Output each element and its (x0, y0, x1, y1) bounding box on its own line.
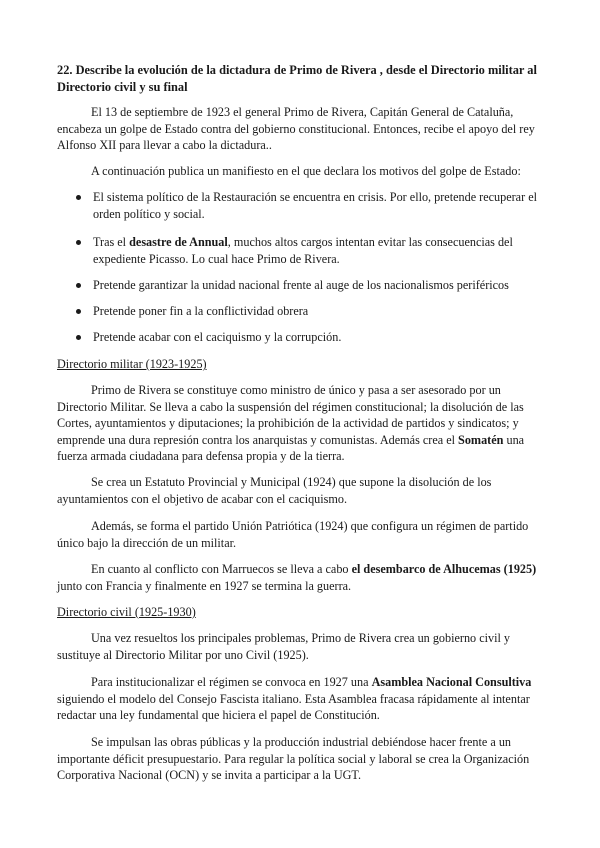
section-heading-militar: Directorio militar (1923-1925) (57, 357, 207, 371)
militar-paragraph-1-text-a: Primo de Rivera se constituye como ministro de único y pasa a ser asesorado por un Directorio Militar. Se lleva a cabo la suspensión del régimen constitucional; la disolución de las Cortes, ayuntamientos y diputaciones; la prohibición de la actividad de partidos y sindicatos; y emprende una dura represión contra los anarquistas y comunistas. Además crea el (57, 383, 524, 447)
page-title: 22. Describe la evolución de la dictadura de Primo de Rivera , desde el Directorio militar al Directorio civil y su final (57, 63, 537, 94)
bullet-item-3: Pretende garantizar la unidad nacional frente al auge de los nacionalismos periféricos (93, 278, 509, 292)
civil-paragraph-1: Una vez resueltos los principales problemas, Primo de Rivera crea un gobierno civil y sustituye al Directorio Militar por uno Civil (1925). (57, 631, 510, 662)
militar-paragraph-2: Se crea un Estatuto Provincial y Municipal (1924) que supone la disolución de los ayuntamientos con el objetivo de acabar con el caciquismo. (57, 475, 492, 506)
militar-paragraph-1-text-b: una fuerza armada ciudadana para defensa propia y de la tierra. (57, 432, 525, 464)
bullet-item-2-text-b: , muchos altos cargos intentan evitar las consecuencias del expediente Picasso. Lo cual hace Primo de Rivera. (93, 235, 513, 266)
bullet-item-1: El sistema político de la Restauración se encuentra en crisis. Por ello, pretende recuperar el orden político y social. (93, 190, 537, 221)
bullet-item-2-bold: desastre de Annual (129, 235, 228, 249)
militar-paragraph-1 (57, 382, 549, 465)
civil-paragraph-2-text-b: siguiendo el modelo del Consejo Fascista italiano. Esta Asamblea fracasa rápidamente al intentar redactar una ley fundamental que hiciera el papel de Constitución. (57, 691, 530, 723)
militar-paragraph-3: Además, se forma el partido Unión Patriótica (1924) que configura un régimen de partido único bajo la dirección de un militar. (57, 519, 529, 550)
civil-paragraph-2-bold: Asamblea Nacional Consultiva (371, 675, 532, 689)
militar-paragraph-4 (57, 561, 549, 594)
civil-paragraph-2 (57, 674, 549, 724)
civil-paragraph-2-text-a: Para institucionalizar el régimen se convoca en 1927 una (91, 675, 372, 689)
bullet-item-2-text-a: Tras el (93, 235, 130, 249)
bullet-item-2 (93, 234, 549, 267)
section-heading-civil: Directorio civil (1925-1930) (57, 605, 196, 619)
civil-paragraph-3: Se impulsan las obras públicas y la producción industrial debiéndose hacer frente a un importante déficit presupuestario. Para regular la política social y laboral se crea la Organización Corporativa Nacional (OCN) y se invita a participar a la UGT. (57, 735, 530, 783)
intro-paragraph-2: A continuación publica un manifiesto en el que declara los motivos del golpe de Estado: (91, 164, 521, 178)
bullet-item-4: Pretende poner fin a la conflictividad obrera (93, 304, 309, 318)
militar-paragraph-1-bold: Somatén (458, 432, 504, 447)
militar-paragraph-4-text-a: En cuanto al conflicto con Marruecos se lleva a cabo (91, 562, 352, 576)
militar-paragraph-4-bold: el desembarco de Alhucemas (1925) (351, 562, 537, 576)
intro-paragraph-1: El 13 de septiembre de 1923 el general Primo de Rivera, Capitán General de Cataluña, encabeza un golpe de Estado contra del gobierno constitucional. Entonces, recibe el apoyo del rey Alfonso XII para llevar a cabo la dictadura.. (57, 105, 535, 153)
bullet-item-5: Pretende acabar con el caciquismo y la corrupción. (93, 330, 342, 344)
militar-paragraph-4-text-b: junto con Francia y finalmente en 1927 se termina la guerra. (57, 578, 352, 593)
